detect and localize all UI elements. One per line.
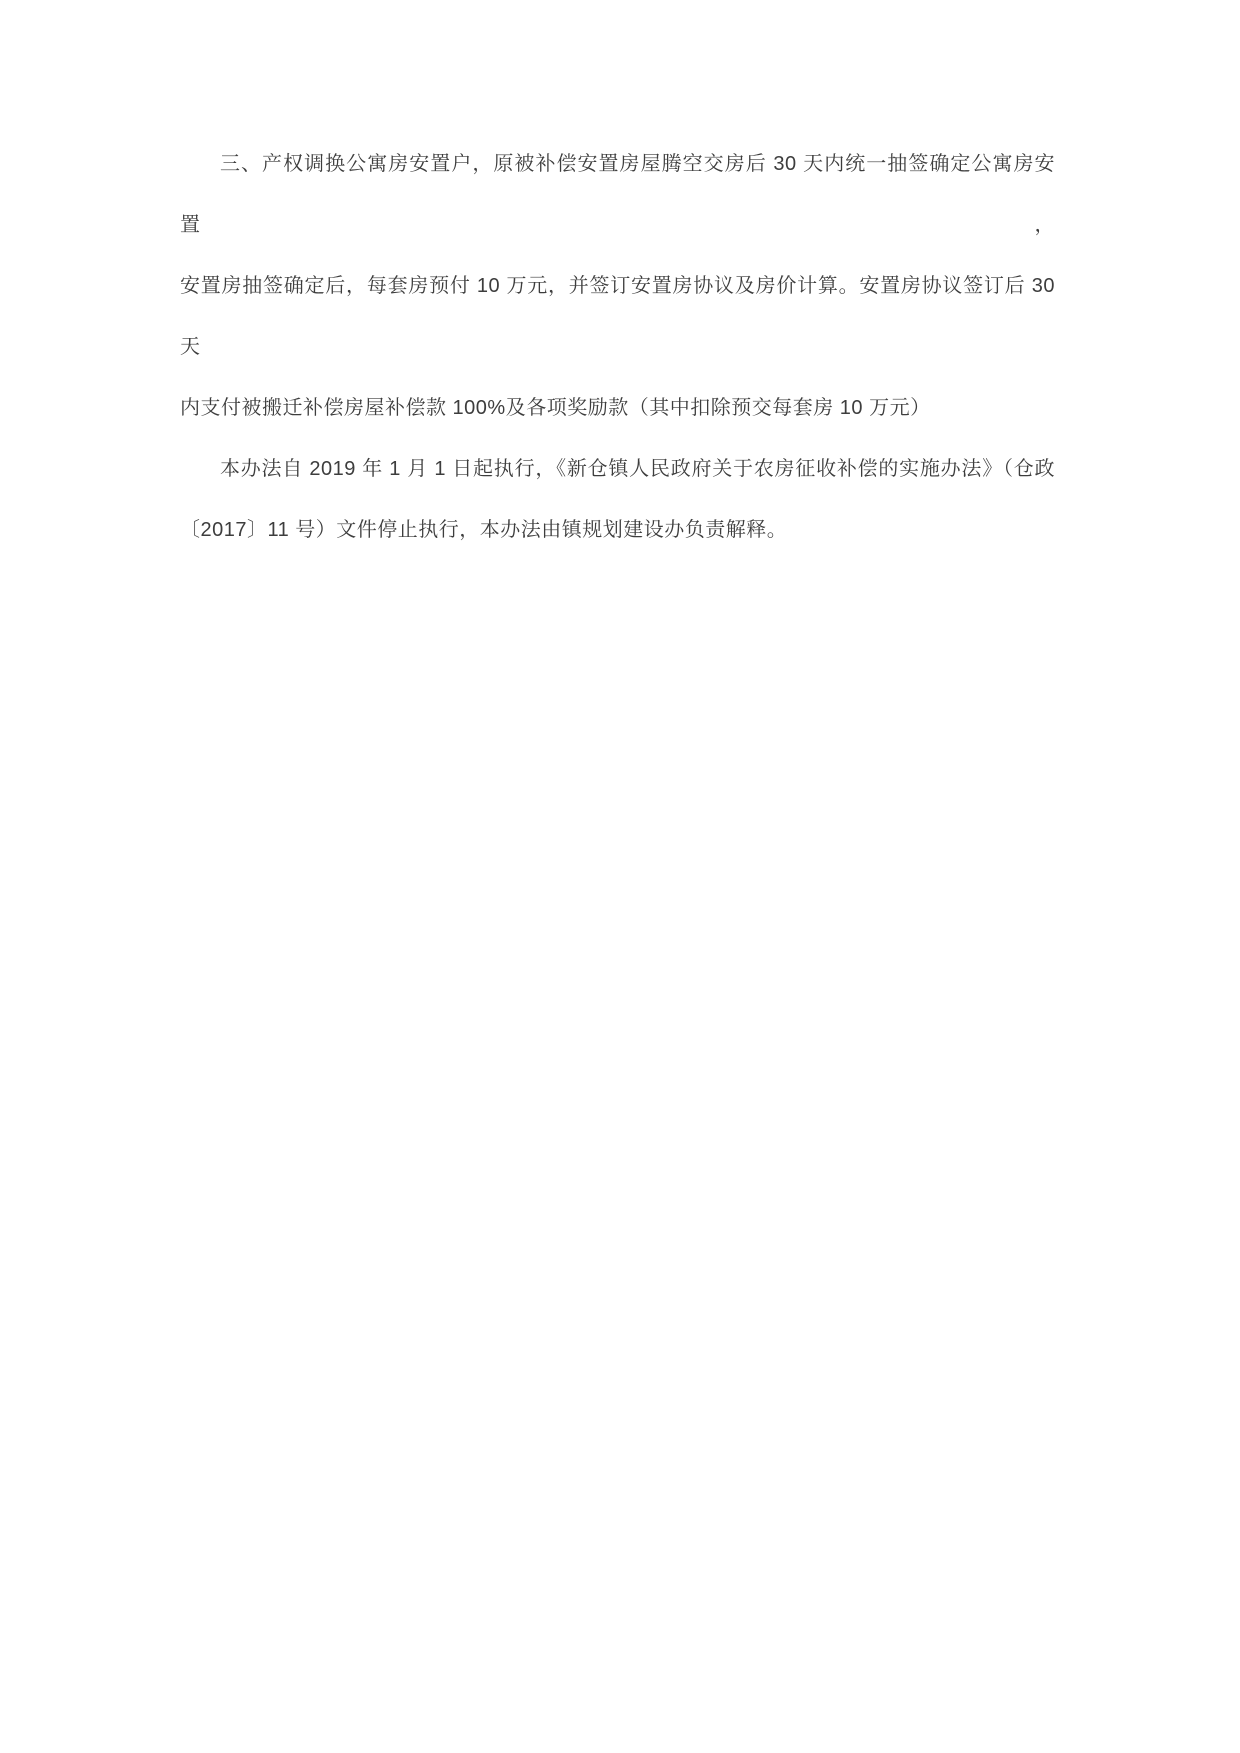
paragraph-effective-date <box>180 439 1055 561</box>
paragraph-line: 三、产权调换公寓房安置户，原被补偿安置房屋腾空交房后 30 天内统一抽签确定公寓房安置， <box>180 153 1055 236</box>
paragraph-line: 〔2017〕11 号）文件停止执行，本办法由镇规划建设办负责解释。 <box>180 519 788 541</box>
paragraph-line: 本办法自 2019 年 1 月 1 日起执行，《新仓镇人民政府关于农房征收补偿的实施办法》（仓政 <box>220 458 1055 480</box>
paragraph-relocation-terms <box>180 134 1055 439</box>
paragraph-line: 安置房抽签确定后，每套房预付 10 万元，并签订安置房协议及房价计算。安置房协议签订后 30 天 <box>180 275 1055 358</box>
paragraph-line: 内支付被搬迁补偿房屋补偿款 100%及各项奖励款（其中扣除预交每套房 10 万元） <box>180 397 931 419</box>
document-body <box>180 134 1055 561</box>
